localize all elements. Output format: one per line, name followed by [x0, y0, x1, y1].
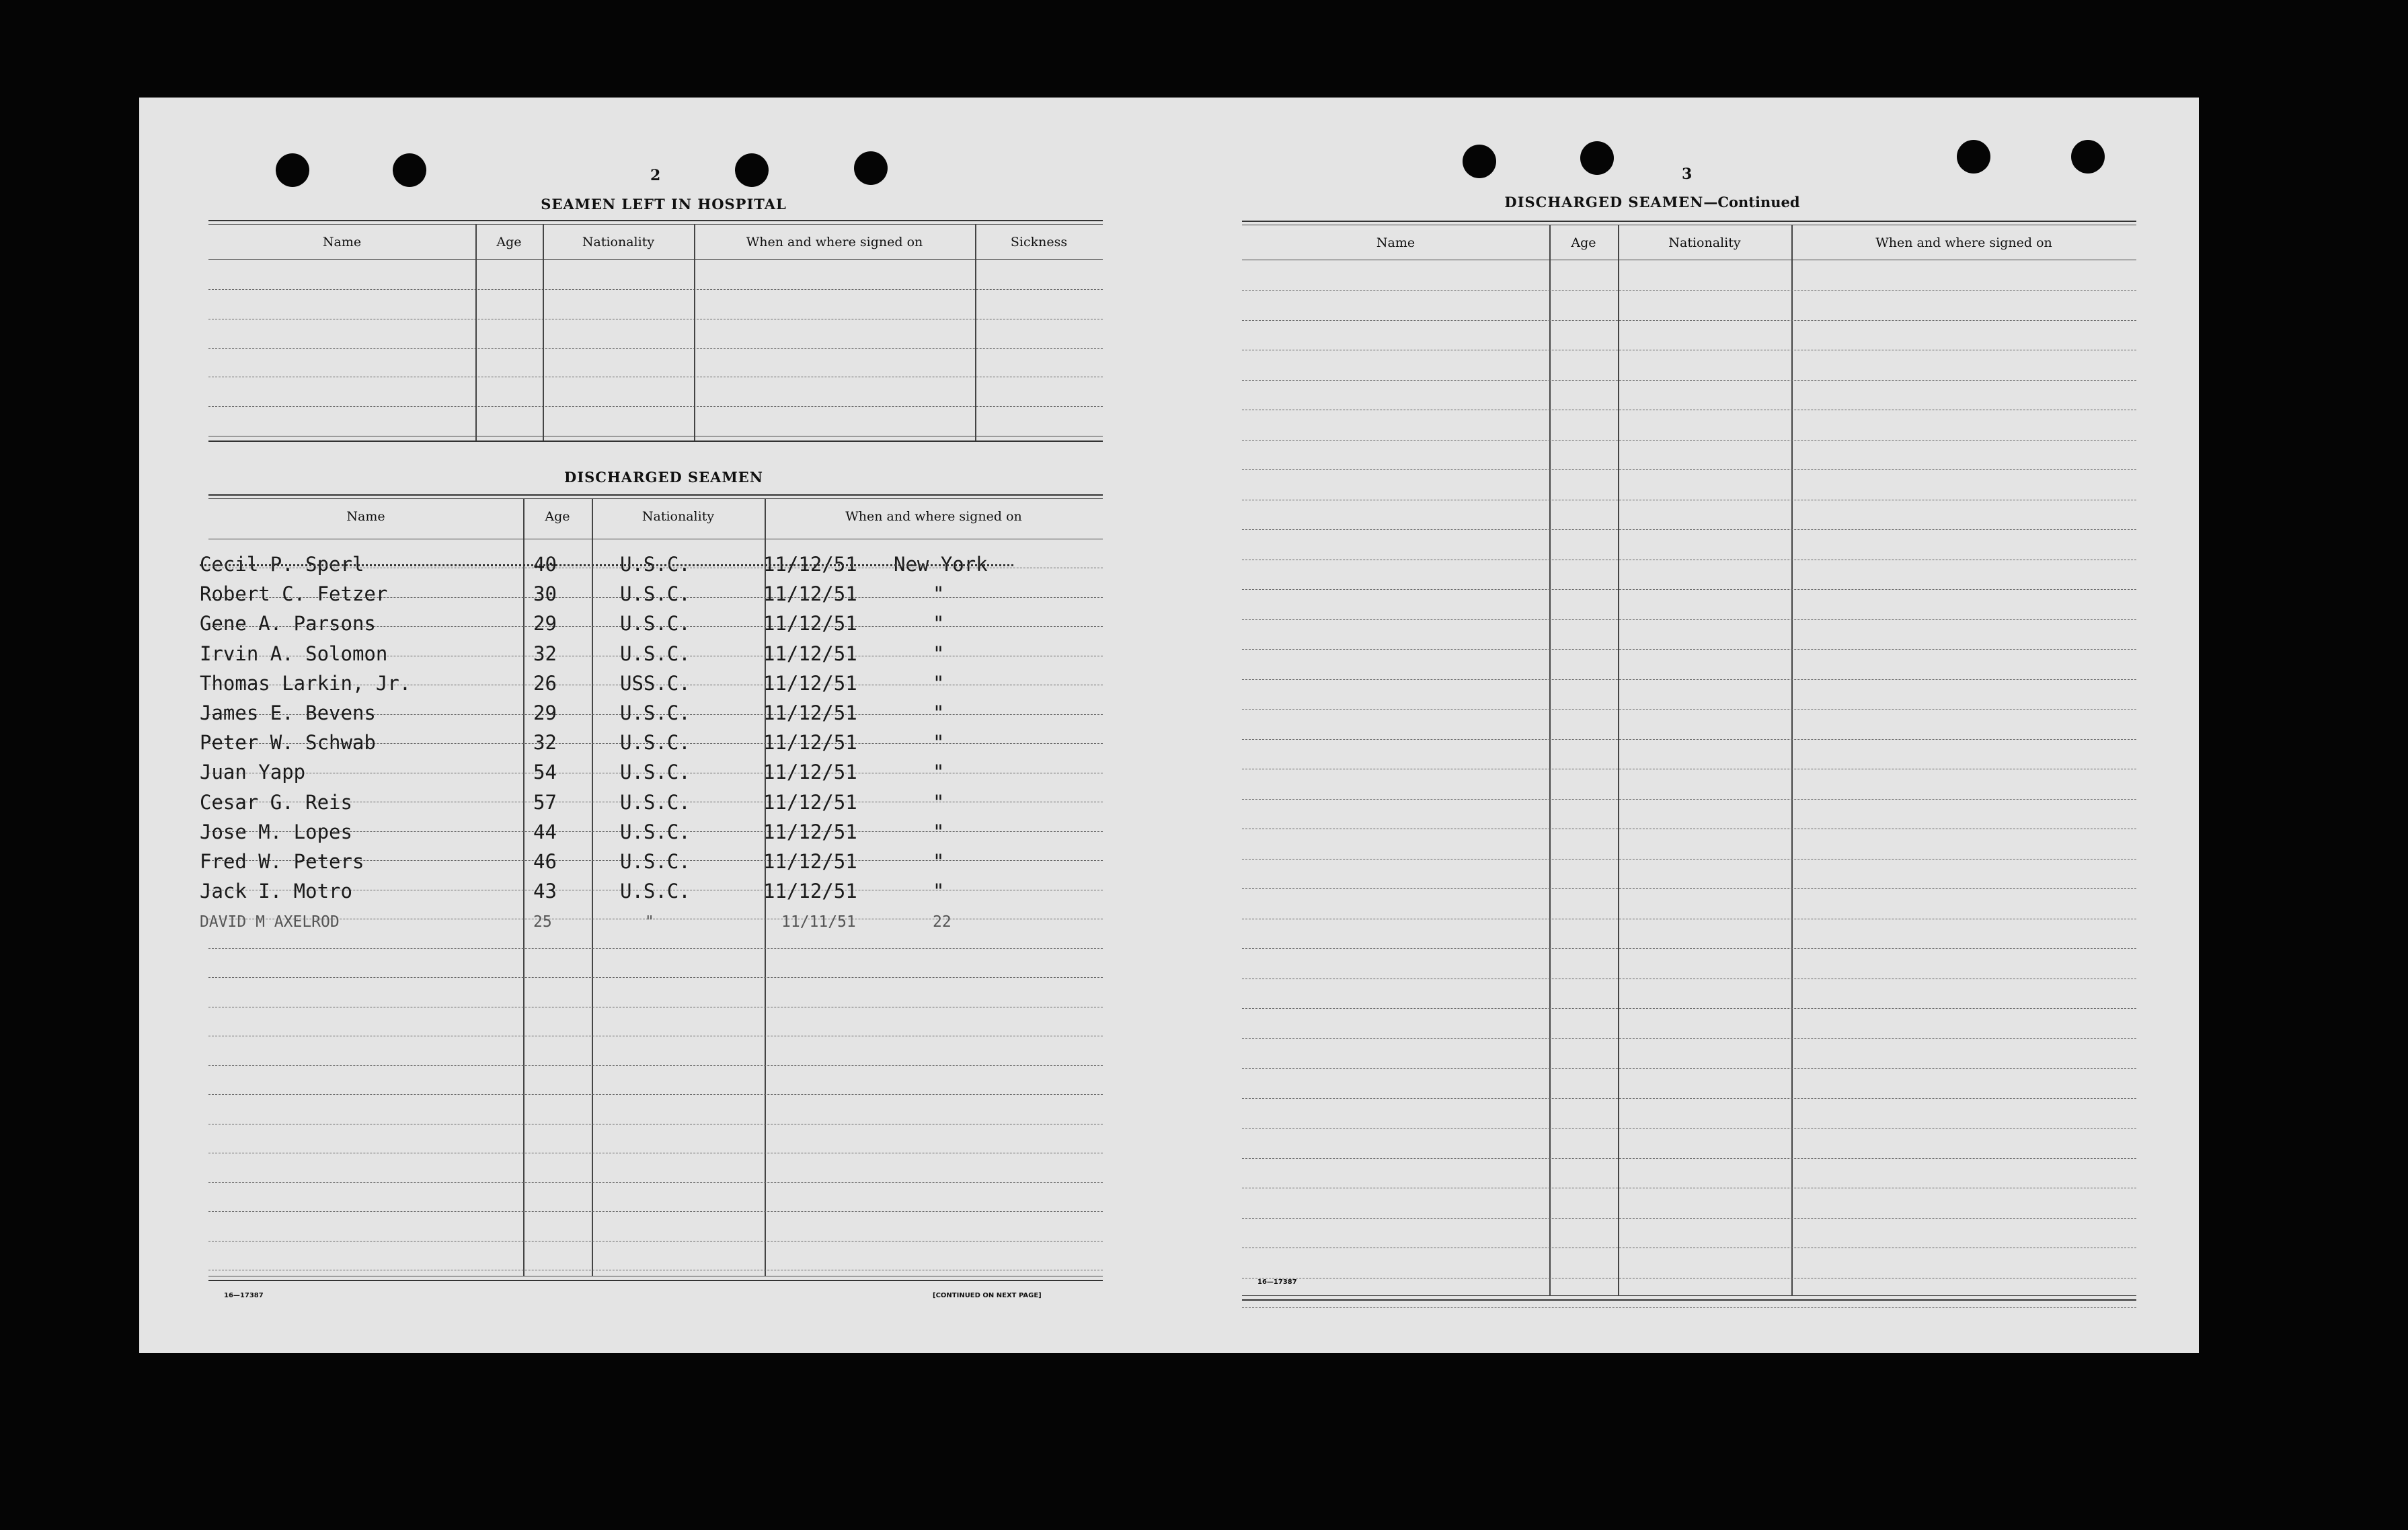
entry-place: "	[933, 850, 945, 873]
entry-age: 29	[533, 612, 557, 636]
column-header-signed-on: When and where signed on	[1875, 235, 2052, 250]
page-number: 3	[1682, 165, 1693, 183]
entry-date: 11/12/51	[763, 850, 857, 873]
column-header-age: Age	[1571, 235, 1596, 250]
row-line	[208, 948, 1103, 949]
row-line	[1242, 1128, 2136, 1129]
entry-nationality: U.S.C.	[620, 553, 691, 576]
row-line	[1242, 619, 2136, 620]
hospital-table	[208, 220, 1103, 452]
row-line	[1242, 1068, 2136, 1069]
row-line	[1242, 709, 2136, 710]
row-line	[208, 1211, 1103, 1212]
entry-name: Irvin A. Solomon	[200, 642, 388, 665]
entry-name: DAVID M AXELROD	[200, 913, 340, 931]
punch-hole	[393, 153, 426, 187]
entry-place: "	[933, 880, 945, 903]
title-suffix: —Continued	[1703, 194, 1800, 211]
entry-place: "	[933, 671, 945, 695]
entry-date: 11/11/51	[781, 913, 856, 931]
entry-nationality: U.S.C.	[620, 731, 691, 755]
entry-place: "	[933, 612, 945, 636]
entry-name: Fred W. Peters	[200, 850, 364, 873]
entry-nationality: U.S.C.	[620, 642, 691, 665]
column-header-name: Name	[346, 509, 385, 524]
discharged-continued-table	[1242, 221, 2136, 1309]
entry-date: 11/12/51	[763, 582, 857, 606]
entry-name: Jose M. Lopes	[200, 820, 352, 843]
column-header-name: Name	[1376, 235, 1415, 250]
entry-age: 25	[533, 913, 552, 931]
entry-place: "	[933, 642, 945, 665]
entry-nationality: U.S.C.	[620, 880, 691, 903]
entry-place: "	[933, 582, 945, 606]
form-number: 16—17387	[224, 1292, 264, 1299]
entry-date: 11/12/51	[763, 731, 857, 755]
column-header-signed-on: When and where signed on	[746, 235, 923, 250]
entry-place: "	[933, 820, 945, 843]
entry-age: 54	[533, 761, 557, 784]
discharged-section-title: DISCHARGED SEAMEN	[564, 469, 763, 486]
entry-nationality: U.S.C.	[620, 761, 691, 784]
entry-nationality: U.S.C.	[620, 582, 691, 606]
row-line	[1242, 290, 2136, 291]
row-line	[1242, 888, 2136, 889]
entry-age: 32	[533, 642, 557, 665]
column-header-nationality: Nationality	[642, 509, 715, 524]
entry-age: 29	[533, 701, 557, 724]
entry-name: Robert C. Fetzer	[200, 582, 388, 606]
column-header-age: Age	[496, 235, 522, 250]
row-line	[1242, 649, 2136, 650]
entry-place: "	[933, 790, 945, 814]
punch-hole	[1957, 140, 1990, 174]
column-header-nationality: Nationality	[1668, 235, 1741, 250]
entry-place: "	[933, 761, 945, 784]
row-line	[1242, 739, 2136, 740]
entry-nationality: U.S.C.	[620, 612, 691, 636]
row-line	[1242, 799, 2136, 800]
entry-age: 57	[533, 790, 557, 814]
row-line	[208, 977, 1103, 978]
row-line	[1242, 1098, 2136, 1099]
entry-name: Peter W. Schwab	[200, 731, 376, 755]
row-line	[1242, 440, 2136, 441]
entry-age: 46	[533, 850, 557, 873]
hospital-section-title: SEAMEN LEFT IN HOSPITAL	[541, 196, 787, 213]
row-line	[1242, 529, 2136, 530]
entry-name: James E. Bevens	[200, 701, 376, 724]
entry-name: Juan Yapp	[200, 761, 306, 784]
entry-name: Thomas Larkin, Jr.	[200, 671, 412, 695]
row-line	[1242, 380, 2136, 381]
entry-name: Cecil P. Sperl	[200, 553, 364, 576]
row-line	[208, 1094, 1103, 1095]
continued-note: [CONTINUED ON NEXT PAGE]	[933, 1292, 1042, 1299]
entry-date: 11/12/51	[763, 790, 857, 814]
strike-through	[200, 564, 1013, 566]
form-number: 16—17387	[1257, 1278, 1297, 1286]
punch-hole	[276, 153, 309, 187]
entry-place: "	[933, 731, 945, 755]
entry-date: 11/12/51	[763, 701, 857, 724]
entry-date: 11/12/51	[763, 671, 857, 695]
entry-date: 11/12/51	[763, 642, 857, 665]
punch-hole	[2071, 140, 2105, 174]
entry-age: 30	[533, 582, 557, 606]
column-header-nationality: Nationality	[582, 235, 655, 250]
column-header-age: Age	[545, 509, 570, 524]
row-line	[1242, 469, 2136, 470]
row-line	[1242, 320, 2136, 321]
row-line	[1242, 1038, 2136, 1039]
punch-hole	[1463, 145, 1496, 178]
entry-age: 26	[533, 671, 557, 695]
row-line	[1242, 1307, 2136, 1308]
row-line	[1242, 1008, 2136, 1009]
row-line	[1242, 1218, 2136, 1219]
entry-date: 11/12/51	[763, 880, 857, 903]
page-number: 2	[650, 167, 661, 184]
row-line	[1242, 1158, 2136, 1159]
punch-hole	[1580, 141, 1614, 175]
entry-nationality: "	[645, 913, 654, 931]
entry-date: 11/12/51	[763, 820, 857, 843]
entry-place: New York	[894, 553, 988, 576]
entry-nationality: U.S.C.	[620, 850, 691, 873]
document-sheet	[139, 98, 2199, 1353]
entry-name: Cesar G. Reis	[200, 790, 352, 814]
entry-date: 11/12/51	[763, 761, 857, 784]
entry-date: 11/12/51	[763, 553, 857, 576]
punch-hole	[854, 151, 888, 185]
row-line	[1242, 948, 2136, 949]
entry-place: 22	[933, 913, 951, 931]
entry-nationality: U.S.C.	[620, 701, 691, 724]
column-header-signed-on: When and where signed on	[845, 509, 1022, 524]
punch-hole	[735, 153, 769, 187]
entry-date: 11/12/51	[763, 612, 857, 636]
entry-name: Gene A. Parsons	[200, 612, 376, 636]
entry-age: 44	[533, 820, 557, 843]
entry-age: 43	[533, 880, 557, 903]
row-line	[1242, 679, 2136, 680]
discharged-continued-title	[1471, 194, 1834, 211]
title-text: DISCHARGED SEAMEN	[1504, 194, 1704, 211]
row-line	[208, 1065, 1103, 1066]
row-line	[208, 1182, 1103, 1183]
column-header-name: Name	[322, 235, 362, 250]
entry-nationality: U.S.C.	[620, 790, 691, 814]
entry-age: 32	[533, 731, 557, 755]
column-header-sickness: Sickness	[1010, 235, 1068, 250]
row-line	[1242, 589, 2136, 590]
entry-nationality: USS.C.	[620, 671, 691, 695]
entry-nationality: U.S.C.	[620, 820, 691, 843]
entry-age: 40	[533, 553, 557, 576]
entry-name: Jack I. Motro	[200, 880, 352, 903]
entry-place: "	[933, 701, 945, 724]
